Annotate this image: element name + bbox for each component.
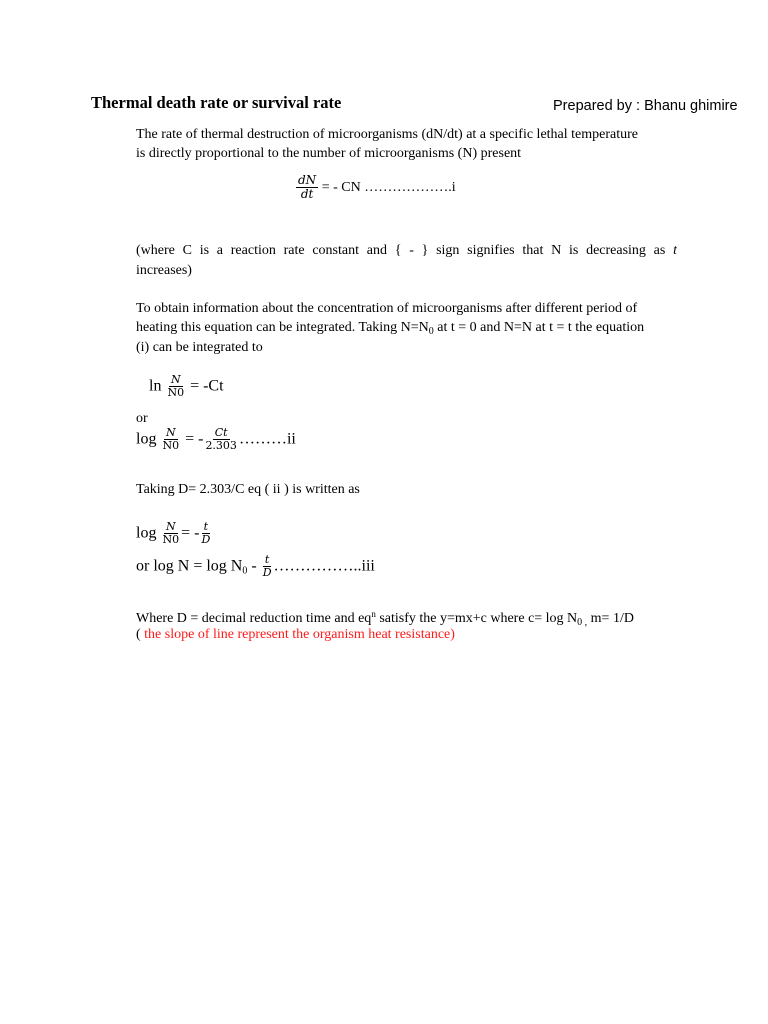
log-label: log — [136, 430, 161, 448]
subscript-zero: 0 — [242, 565, 248, 577]
equation-1 — [296, 174, 456, 201]
page-title: Thermal death rate or survival rate — [91, 93, 342, 112]
fraction-denominator: D — [262, 566, 272, 580]
fraction-denominator: D — [201, 533, 211, 547]
fraction-n-n0 — [160, 427, 181, 452]
fraction-ct-2303 — [203, 427, 239, 452]
fraction-t-d — [261, 554, 274, 579]
fraction-n-n0 — [165, 374, 186, 399]
author-credit: Prepared by : Bhanu ghimire — [553, 98, 738, 114]
where-c-line-1 — [136, 241, 677, 260]
fraction-denominator: N0 — [162, 533, 180, 547]
fraction-denominator: dt — [300, 187, 314, 202]
taking-d-line: Taking D= 2.303/C eq ( ii ) is written as — [136, 482, 360, 497]
ln-label: ln — [149, 377, 166, 395]
slope-note-open: ( — [136, 627, 145, 642]
where-d-c: m= 1/D — [587, 611, 634, 626]
superscript-n: n — [371, 609, 376, 619]
where-c-t: t — [673, 243, 677, 258]
obtain-line-1: To obtain information about the concentration of microorganisms after different period of — [136, 301, 638, 316]
slope-note-highlight: the slope of line represent the organism heat resistance) — [144, 627, 455, 642]
fraction-numerator: N — [165, 426, 176, 439]
fraction-numerator: N — [170, 373, 181, 386]
equals-minus: = - — [181, 524, 200, 542]
fraction-denominator: N0 — [167, 386, 185, 400]
subscript-zero: 0 — [428, 326, 434, 337]
fraction-t-d — [199, 521, 212, 546]
where-c-line-2: increases) — [136, 263, 192, 278]
intro-line-2: is directly proportional to the number of microorganisms (N) present — [136, 146, 522, 161]
fraction-numerator: N — [165, 520, 176, 533]
where-d-b: satisfy the y=mx+c where c= log N — [375, 611, 578, 626]
fraction-numerator: dN — [298, 173, 317, 187]
intro-line-1: The rate of thermal destruction of microorganisms (dN/dt) at a specific lethal temperature — [136, 127, 638, 142]
fraction-numerator: t — [264, 553, 270, 566]
fraction-dn-dt — [296, 174, 318, 201]
minus-sign: - — [247, 557, 261, 575]
subscript-zero: 0 , — [577, 617, 588, 628]
or-connector: or — [136, 411, 148, 426]
fraction-numerator: Ct — [214, 426, 228, 439]
log-n-text: or log N = log N — [136, 557, 243, 575]
equation-iii-label: ……………..iii — [273, 557, 375, 575]
fraction-n-n0 — [160, 521, 181, 546]
equation-log-ii — [136, 427, 296, 452]
obtain-line-2b: at t = 0 and N=N at t = t the equation — [433, 320, 645, 335]
equation-iii — [136, 554, 375, 579]
obtain-line-3: (i) can be integrated to — [136, 340, 263, 355]
equation-1-rhs: = - CN ……………….i — [318, 179, 456, 195]
equation-ii-label: ………ii — [238, 430, 296, 448]
where-d-a: Where D = decimal reduction time and eq — [136, 611, 372, 626]
fraction-denominator: 2.303 — [205, 439, 237, 453]
equation-ln — [149, 374, 224, 399]
fraction-denominator: N0 — [162, 439, 180, 453]
equation-log-d — [136, 521, 212, 546]
where-c-text: (where C is a reaction rate constant and { - } sign signifies that N is decreasing as — [136, 243, 674, 258]
equals-minus: = - — [181, 430, 204, 448]
ln-rhs: = -Ct — [186, 377, 224, 395]
slope-note — [136, 625, 455, 644]
log-label: log — [136, 524, 161, 542]
fraction-numerator: t — [203, 520, 209, 533]
obtain-line-2a: heating this equation can be integrated. Taking N=N — [136, 320, 429, 335]
